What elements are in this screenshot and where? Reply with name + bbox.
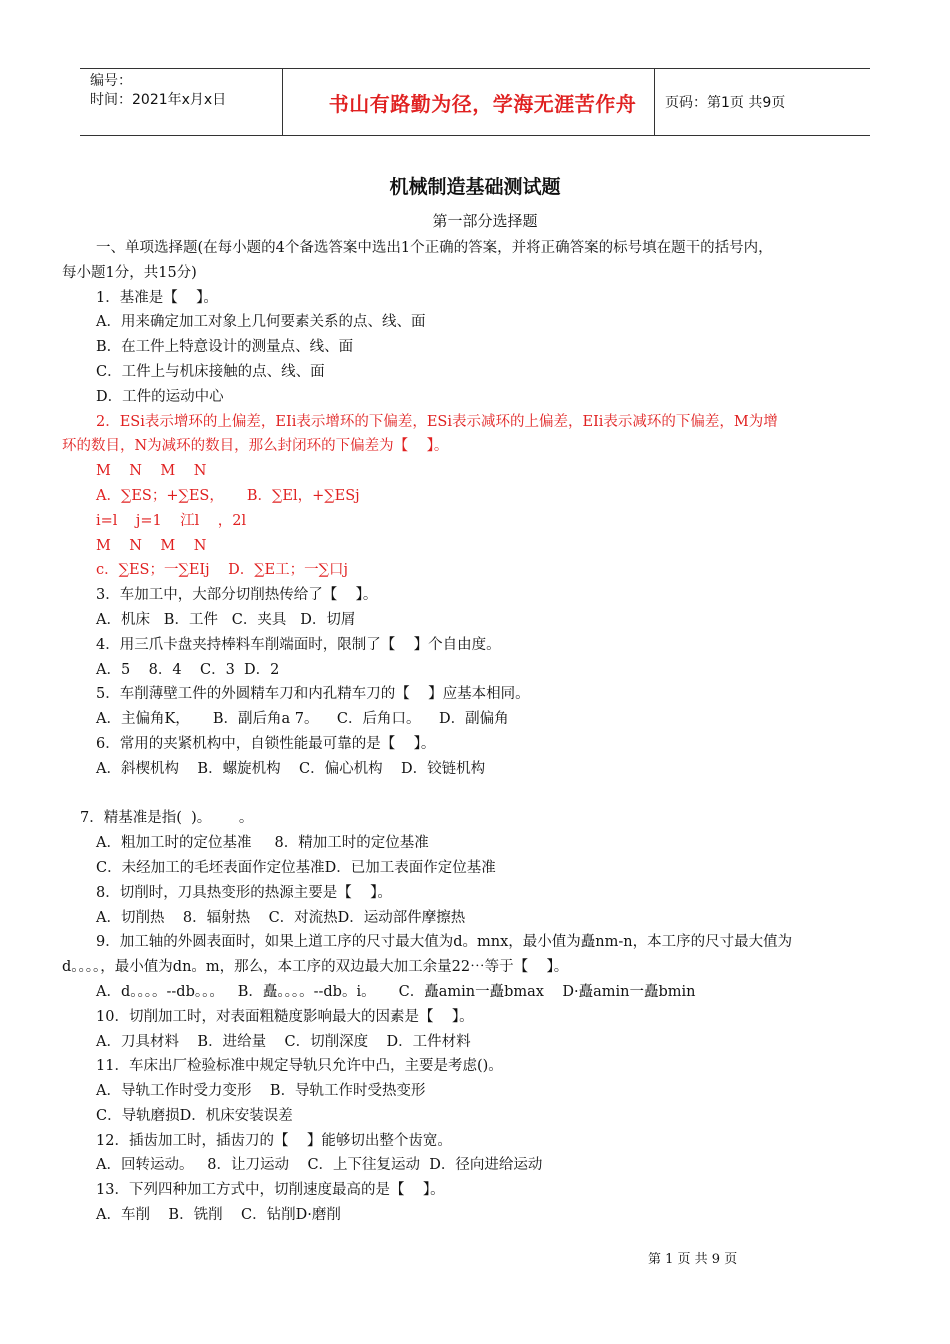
header-motto: 书山有路勤为径，学海无涯苦作舟 [328, 91, 637, 116]
header-page-label: 页码：第1页 共9页 [665, 95, 786, 111]
question-line: 2．ESi表示增环的上偏差，EIi表示增环的下偏差，ESi表示减环的上偏差，EIi表示减环的下偏差，M为增 [96, 413, 778, 430]
question-line: 8．切削时，刀具热变形的热源主要是【 】。 [96, 884, 392, 901]
document-number-label: 编号： [90, 73, 132, 89]
option-line: A．机床 B．工件 C．夹具 D．切屑 [96, 611, 356, 628]
question-line: 11．车床出厂检验标准中规定导轨只允许中凸，主要是考虑()。 [96, 1058, 503, 1075]
option-line: A．导轨工作时受力变形 B．导轨工作时受热变形 [96, 1083, 426, 1100]
option-line: A．用来确定加工对象上几何要素关系的点、线、面 [96, 314, 426, 331]
formula-line: M N M N [96, 463, 207, 480]
document-title: 机械制造基础测试题 [389, 176, 561, 198]
option-line: A．回转运动。 8．让刀运动 C．上下往复运动 D．径向进给运动 [96, 1157, 543, 1174]
formula-line: i=l j=1 江l ，2l [96, 512, 247, 529]
option-line: A．斜楔机构 B．螺旋机构 C．偏心机构 D．铰链机构 [96, 760, 486, 777]
question-line: 10．切削加工时，对表面粗糙度影响最大的因素是【 】。 [96, 1008, 474, 1025]
option-line: A．d。。。。--db。。。 B．矗。。。。--db。i。 C．矗amin一矗bmax D·矗amin一矗bmin [96, 983, 696, 1000]
header-meta [80, 69, 282, 135]
question-line: 4．用三爪卡盘夹持棒料车削端面时，限制了【 】个自由度。 [96, 636, 501, 653]
option-line: A．5 8．4 C．3 D．2 [96, 661, 280, 678]
page-footer: 第 1 页 共 9 页 [648, 1252, 738, 1267]
question-line: d。。。。，最小值为dn。m，那么，本工序的双边最大加工余量22⋯等于【 】。 [62, 959, 569, 976]
option-line: c．∑ES；一∑EIj D．∑E工；一∑口j [96, 562, 348, 579]
section-title: 第一部分选择题 [432, 212, 538, 230]
spacer [62, 782, 892, 807]
question-line: 5．车削薄壁工件的外圆精车刀和内孔精车刀的【 】应基本相同。 [96, 686, 530, 703]
option-line: A．切削热 8．辐射热 C．对流热D．运动部件摩擦热 [96, 909, 466, 926]
question-line: 环的数目，N为减环的数目，那么封闭环的下偏差为【 】。 [62, 438, 449, 455]
question-line: 13．下列四种加工方式中，切削速度最高的是【 】。 [96, 1182, 445, 1199]
option-line: A．主偏角K， B．副后角a 7。 C．后角口。 D．副偏角 [96, 711, 509, 728]
header-table [80, 68, 870, 136]
option-line: A．车削 B．铣削 C．钻削D·磨削 [96, 1207, 341, 1224]
question-content [62, 236, 892, 1228]
document-time-label: 时间：2021年x月x日 [90, 92, 227, 108]
question-line: 6．常用的夹紧机构中，自锁性能最可靠的是【 】。 [96, 735, 436, 752]
option-line: A．∑ES；+∑ES， B．∑El，+∑ESj [96, 487, 360, 504]
question-line: 1．基准是【 】。 [96, 289, 218, 306]
formula-line: M N M N [96, 537, 207, 554]
header-motto-cell [282, 69, 655, 135]
option-line: B．在工件上特意设计的测量点、线、面 [96, 339, 354, 356]
instruction-line: 一、单项选择题(在每小题的4个备选答案中选出1个正确的答案，并将正确答案的标号填在题干的括号内， [96, 240, 773, 256]
option-line: C．导轨磨损D．机床安装误差 [96, 1107, 293, 1124]
instruction-line: 每小题1分，共15分) [62, 264, 197, 281]
option-line: C．工件上与机床接触的点、线、面 [96, 363, 325, 380]
question-line: 7．精基准是指( )。 。 [80, 810, 254, 827]
option-line: A．粗加工时的定位基准 8．精加工时的定位基准 [96, 835, 429, 852]
option-line: C．未经加工的毛坯表面作定位基准D．已加工表面作定位基准 [96, 859, 496, 876]
question-line: 12．插齿加工时，插齿刀的【 】能够切出整个齿宽。 [96, 1132, 452, 1149]
option-line: A．刀具材料 B．进给量 C．切削深度 D．工件材料 [96, 1033, 471, 1050]
question-line: 3．车加工中，大部分切削热传给了【 】。 [96, 587, 378, 604]
question-line: 9．加工轴的外圆表面时，如果上道工序的尺寸最大值为d。mnx，最小值为矗nm-n，本工序的尺寸最大值为 [96, 934, 793, 951]
header-page-cell [655, 69, 870, 135]
option-line: D．工件的运动中心 [96, 388, 224, 405]
